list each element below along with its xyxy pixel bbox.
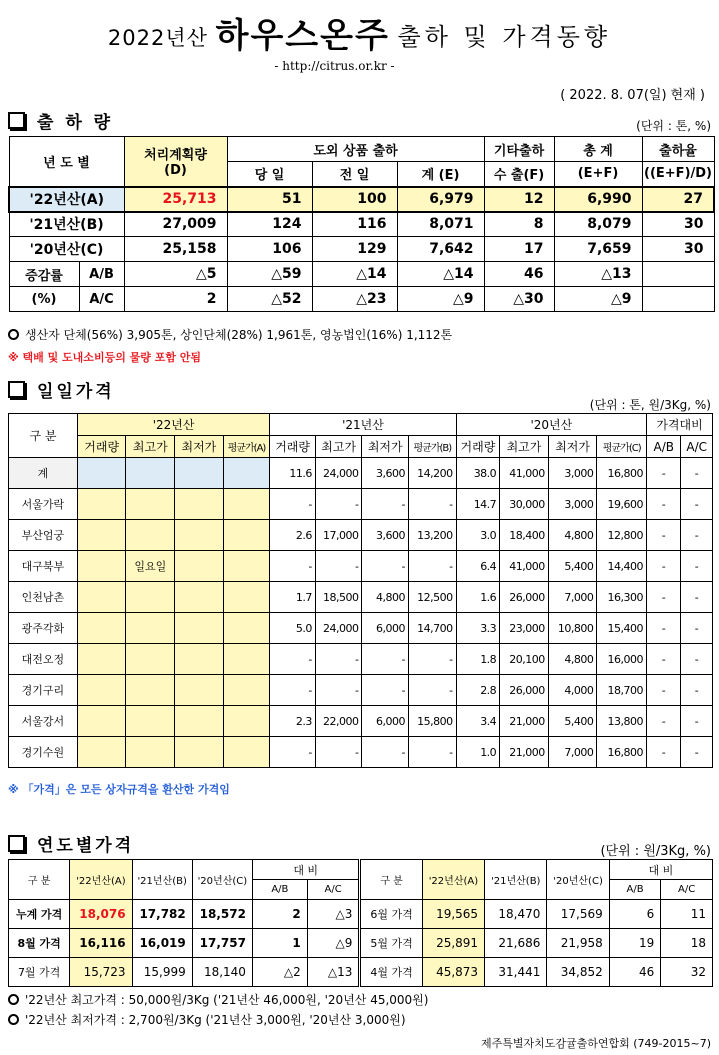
price-21-cell: - <box>270 675 316 706</box>
price-20-cell: 10,800 <box>548 613 597 644</box>
table-row <box>9 900 713 929</box>
price-22-cell <box>175 706 224 737</box>
price-20-cell: 34,852 <box>547 958 609 987</box>
ratio-ab-cell: - <box>647 737 681 768</box>
shipment-unit: (단위 : 톤, %) <box>636 119 711 133</box>
producer-breakdown-note: 생산자 단체(56%) 3,905톤, 상인단체(28%) 1,961톤, 영농법인(16%) 1,112톤 <box>8 326 452 343</box>
price-20-cell: 16,000 <box>597 644 647 675</box>
table-row <box>9 958 713 987</box>
price-21-cell: 4,800 <box>362 582 409 613</box>
table-row <box>9 644 713 675</box>
annual-section-heading: 연도별가격 <box>8 831 134 856</box>
price-21-cell: 6,000 <box>362 613 409 644</box>
price-21-cell: 16,019 <box>132 929 192 958</box>
market-name: 계 <box>9 458 78 489</box>
ratio-ab-cell: - <box>647 458 681 489</box>
ratio-ac-cell: △3 <box>307 900 360 929</box>
price-22-cell: 19,565 <box>422 900 484 929</box>
price-22-cell <box>175 582 224 613</box>
price-20-cell: 2.8 <box>456 675 500 706</box>
header-plan: 처리계획량 (D) <box>124 137 227 187</box>
market-name: 대구북부 <box>9 551 78 582</box>
header-prev-day: 전 일 <box>312 162 397 187</box>
table-row: '21년산(B) 27,009 124 116 8,071 8 8,079 30 <box>9 212 714 237</box>
price-21-cell: 17,000 <box>315 520 362 551</box>
price-21-cell: 2.3 <box>270 706 316 737</box>
site-url[interactable]: - http://citrus.or.kr - <box>274 59 395 73</box>
price-20-cell: 7,000 <box>548 582 597 613</box>
price-22-cell <box>77 675 126 706</box>
price-22-cell <box>126 644 175 675</box>
table-row: '20년산(C) 25,158 106 129 7,642 17 7,659 30 <box>9 237 714 262</box>
price-22-cell <box>175 675 224 706</box>
max-price-note: '22년산 최고가격 : 50,000원/3Kg ('21년산 46,000원, '20년산 45,000원) <box>8 991 428 1008</box>
price-20-cell: 16,800 <box>597 737 647 768</box>
price-22-cell <box>77 458 126 489</box>
price-22-cell <box>126 458 175 489</box>
header-22: '22년산 <box>77 414 269 436</box>
price-22-cell <box>223 458 270 489</box>
table-row <box>9 706 713 737</box>
price-22-cell <box>175 551 224 582</box>
ratio-ac-cell: 32 <box>661 958 713 987</box>
price-21-cell: - <box>409 737 457 768</box>
header-compare: 가격대비 <box>647 414 713 436</box>
price-21-cell: 31,441 <box>485 958 547 987</box>
price-20-cell: 6.4 <box>456 551 500 582</box>
ratio-ab-cell: 46 <box>609 958 661 987</box>
price-21-cell: - <box>362 675 409 706</box>
price-22-cell <box>175 644 224 675</box>
ratio-ac-cell: △9 <box>307 929 360 958</box>
header-other: 기타출하 <box>484 137 554 162</box>
price-20-cell: 14,400 <box>597 551 647 582</box>
price-21-cell: - <box>270 551 316 582</box>
price-21-cell: - <box>270 489 316 520</box>
price-20-cell: 4,800 <box>548 520 597 551</box>
market-name: 부산엄궁 <box>9 520 78 551</box>
ratio-ac-cell: - <box>681 675 713 706</box>
ratio-ab-cell: 19 <box>609 929 661 958</box>
period-label: 7월 가격 <box>9 958 70 987</box>
period-label: 8월 가격 <box>9 929 70 958</box>
market-name: 광주각화 <box>9 613 78 644</box>
ratio-ac-cell: - <box>681 458 713 489</box>
price-21-cell: 22,000 <box>315 706 362 737</box>
period-label: 5월 가격 <box>360 929 422 958</box>
period-label: 누계 가격 <box>9 900 70 929</box>
price-20-cell: 12,800 <box>597 520 647 551</box>
price-21-cell: - <box>270 737 316 768</box>
price-20-cell: 1.0 <box>456 737 500 768</box>
ratio-ac-cell: - <box>681 644 713 675</box>
period-label: 6월 가격 <box>360 900 422 929</box>
table-row <box>9 929 713 958</box>
header-rate: 출하율 <box>642 137 714 162</box>
ratio-ab-cell: - <box>647 613 681 644</box>
shipment-exclusion-note: ※ 택배 및 도내소비등의 물량 포함 안됨 <box>8 351 202 364</box>
price-20-cell: 21,958 <box>547 929 609 958</box>
ratio-ac-cell: - <box>681 551 713 582</box>
price-22-cell: 25,891 <box>422 929 484 958</box>
market-name: 인천남촌 <box>9 582 78 613</box>
price-21-cell: 2.6 <box>270 520 316 551</box>
circle-bullet-icon <box>8 329 19 340</box>
ratio-ac-cell: - <box>681 582 713 613</box>
ratio-ac-cell: - <box>681 613 713 644</box>
price-20-cell: 18,572 <box>192 900 252 929</box>
market-name: 서울가락 <box>9 489 78 520</box>
price-22-cell <box>126 520 175 551</box>
ratio-ab-cell: - <box>647 706 681 737</box>
min-price-note: '22년산 최저가격 : 2,700원/3Kg ('21년산 3,000원, '20년산 3,000원) <box>8 1011 406 1028</box>
header-year: 년 도 별 <box>9 137 124 187</box>
ratio-ab-cell: - <box>647 551 681 582</box>
price-21-cell: 15,999 <box>132 958 192 987</box>
price-22-cell <box>175 489 224 520</box>
price-21-cell: 17,782 <box>132 900 192 929</box>
footer-org: 제주특별자치도감귤출하연합회 (749-2015~7) <box>480 1037 711 1050</box>
table-row <box>9 489 713 520</box>
price-20-cell: 18,140 <box>192 958 252 987</box>
price-21-cell: - <box>315 551 362 582</box>
report-title <box>0 8 719 73</box>
price-20-cell: 3.0 <box>456 520 500 551</box>
ratio-ac-cell: △13 <box>307 958 360 987</box>
price-20-cell: 1.6 <box>456 582 500 613</box>
price-20-cell: 15,400 <box>597 613 647 644</box>
price-21-cell: - <box>362 551 409 582</box>
daily-price-table: 구 분 '22년산 '21년산 '20년산 가격대비 거래량 최고가 최저가 평균가(A) 거래량 최고가 최저가 평균가(B) 거래량 최고가 최저가 평균가(C) A/B A/C 계 11.6 24,000 3,600 14,200 38.0 41,000 3,000 16,800 - - 서울가락 - - - - 14.7 30,000 3,000 19,600 - - 부산엄궁 2.6 17,000 3,600 13,200 3.0 18,400 4,800 12,800 - - 대구북부 일요일 - - - - 6.4 41,000 5,400 14,400 - - 인천남촌 1.7 18,500 4,800 12,500 1.6 26,000 7,000 16,300 - - 광주각화 5.0 24,000 6,000 14,700 3.3 23,000 10,800 15,400 - - 대전오정 - - - - 1.8 20,100 4,800 16,000 - - 경기구리 - - - - 2.8 26,000 4,000 18,700 - - 서울강서 2.3 22,000 6,000 15,800 3.4 21,000 5,400 13,800 - - 경기수원 - - - - 1.0 21,000 7,000 16,800 - - <box>8 413 713 768</box>
header-grand: 총 계 <box>554 137 642 162</box>
price-22-cell <box>223 551 270 582</box>
price-21-cell: - <box>315 644 362 675</box>
price-20-cell: 26,000 <box>500 582 549 613</box>
annual-unit: (단위 : 원/3Kg, %) <box>600 844 711 859</box>
price-22-cell <box>175 458 224 489</box>
daily-section-heading: 일일가격 <box>8 377 115 402</box>
price-21-cell: 18,500 <box>315 582 362 613</box>
title-year: 2022년산 <box>107 26 208 50</box>
price-22-cell <box>77 613 126 644</box>
price-22-cell <box>77 582 126 613</box>
header-domestic: 도외 상품 출하 <box>227 137 484 162</box>
checkbox-square-icon <box>8 381 25 398</box>
price-20-cell: 4,800 <box>548 644 597 675</box>
ratio-ac-cell: 18 <box>661 929 713 958</box>
price-20-cell: 30,000 <box>500 489 549 520</box>
table-row <box>9 520 713 551</box>
price-21-cell: - <box>362 489 409 520</box>
price-21-cell: - <box>315 675 362 706</box>
table-row <box>9 613 713 644</box>
circle-bullet-icon <box>8 994 19 1005</box>
market-name: 대전오정 <box>9 644 78 675</box>
price-22-cell <box>223 644 270 675</box>
price-21-cell: - <box>270 644 316 675</box>
price-20-cell: 14.7 <box>456 489 500 520</box>
price-21-cell: 12,500 <box>409 582 457 613</box>
price-22-cell: 15,723 <box>70 958 132 987</box>
price-20-cell: 5,400 <box>548 706 597 737</box>
daily-unit: (단위 : 톤, 원/3Kg, %) <box>589 398 711 412</box>
price-22-cell: 18,076 <box>70 900 132 929</box>
table-row <box>9 582 713 613</box>
title-suffix: 출하 및 가격동향 <box>397 23 612 51</box>
header-rate-sub: ((E+F)/D) <box>642 162 714 187</box>
price-20-cell: 18,700 <box>597 675 647 706</box>
price-20-cell: 19,600 <box>597 489 647 520</box>
price-22-cell <box>126 675 175 706</box>
price-22-cell <box>223 737 270 768</box>
price-21-cell: 3,600 <box>362 458 409 489</box>
ratio-ab-cell: - <box>647 644 681 675</box>
price-20-cell: 7,000 <box>548 737 597 768</box>
price-20-cell: 5,400 <box>548 551 597 582</box>
header-20: '20년산 <box>456 414 646 436</box>
price-20-cell: 23,000 <box>500 613 549 644</box>
market-name: 경기구리 <box>9 675 78 706</box>
price-22-cell <box>175 737 224 768</box>
price-21-cell: 14,200 <box>409 458 457 489</box>
price-22-cell <box>223 489 270 520</box>
price-20-cell: 4,000 <box>548 675 597 706</box>
ratio-ab-cell: △2 <box>252 958 307 987</box>
price-22-cell <box>77 520 126 551</box>
price-20-cell: 38.0 <box>456 458 500 489</box>
price-21-cell: - <box>362 644 409 675</box>
price-22-cell <box>126 706 175 737</box>
price-22-cell <box>175 613 224 644</box>
annual-price-table: 구 분 '22년산(A) '21년산(B) '20년산(C) 대 비 구 분 '22년산(A) '21년산(B) '20년산(C) 대 비 A/B A/C A/B A/C 누계 가격 18,076 17,782 18,572 2 △3 6월 가격 19,565 18,470 17,569 6 11 8월 가격 16,116 16,019 17,757 1 △9 5월 가격 25,891 21,686 21,958 19 18 7월 가격 15,723 15,999 18,140 △2 △13 4월 가격 45,873 31,441 34,852 46 32 <box>8 859 713 987</box>
ratio-ab-cell: - <box>647 520 681 551</box>
price-22-cell <box>223 706 270 737</box>
price-21-cell: - <box>315 737 362 768</box>
price-22-cell <box>77 489 126 520</box>
table-row: (%) A/C 2 △52 △23 △9 △30 △9 <box>9 287 714 312</box>
ratio-ac-cell: - <box>681 520 713 551</box>
price-22-cell: 45,873 <box>422 958 484 987</box>
table-row <box>9 458 713 489</box>
price-21-cell: 14,700 <box>409 613 457 644</box>
price-21-cell: - <box>409 644 457 675</box>
checkbox-square-icon <box>8 835 25 852</box>
price-21-cell: 21,686 <box>485 929 547 958</box>
price-22-cell <box>77 706 126 737</box>
price-22-cell <box>175 520 224 551</box>
price-20-cell: 41,000 <box>500 458 549 489</box>
checkbox-square-icon <box>8 112 25 129</box>
price-21-cell: 15,800 <box>409 706 457 737</box>
price-20-cell: 17,757 <box>192 929 252 958</box>
ratio-ab-cell: - <box>647 489 681 520</box>
price-22-cell <box>77 551 126 582</box>
price-21-cell: 1.7 <box>270 582 316 613</box>
col-group-label: 구 분 <box>9 414 78 458</box>
price-21-cell: 6,000 <box>362 706 409 737</box>
market-name: 경기수원 <box>9 737 78 768</box>
ratio-ab-cell: - <box>647 675 681 706</box>
price-22-cell <box>126 613 175 644</box>
price-22-cell: 16,116 <box>70 929 132 958</box>
price-20-cell: 21,000 <box>500 737 549 768</box>
price-21-cell: 5.0 <box>270 613 316 644</box>
header-grand-sub: (E+F) <box>554 162 642 187</box>
as-of-date: ( 2022. 8. 07(일) 현재 ) <box>560 88 705 103</box>
price-20-cell: 16,800 <box>597 458 647 489</box>
title-brand: 하우스온주 <box>215 16 390 56</box>
shipment-section-heading: 출 하 량 <box>8 108 113 133</box>
price-22-cell <box>126 582 175 613</box>
ratio-ac-cell: - <box>681 706 713 737</box>
price-22-cell <box>223 520 270 551</box>
period-label: 4월 가격 <box>360 958 422 987</box>
ratio-ac-cell: - <box>681 489 713 520</box>
price-22-cell <box>77 737 126 768</box>
price-22-cell <box>77 644 126 675</box>
price-21-cell: 11.6 <box>270 458 316 489</box>
header-21: '21년산 <box>270 414 456 436</box>
price-20-cell: 1.8 <box>456 644 500 675</box>
price-20-cell: 18,400 <box>500 520 549 551</box>
price-22-cell <box>223 675 270 706</box>
circle-bullet-icon <box>8 1014 19 1025</box>
price-20-cell: 17,569 <box>547 900 609 929</box>
price-20-cell: 3,000 <box>548 458 597 489</box>
header-today: 당 일 <box>227 162 312 187</box>
header-export: 수 출(F) <box>484 162 554 187</box>
price-22-cell <box>223 613 270 644</box>
ratio-ab-cell: 2 <box>252 900 307 929</box>
price-21-cell: - <box>315 489 362 520</box>
table-row <box>9 737 713 768</box>
table-row <box>9 675 713 706</box>
price-21-cell: 24,000 <box>315 613 362 644</box>
header-total: 계 (E) <box>397 162 484 187</box>
market-name: 서울강서 <box>9 706 78 737</box>
table-row: 증감률 A/B △5 △59 △14 △14 46 △13 <box>9 262 714 287</box>
price-22-cell <box>223 582 270 613</box>
shipment-table <box>8 136 715 312</box>
price-21-cell: - <box>409 675 457 706</box>
price-20-cell: 41,000 <box>500 551 549 582</box>
price-20-cell: 3.4 <box>456 706 500 737</box>
price-21-cell: 18,470 <box>485 900 547 929</box>
price-21-cell: - <box>362 737 409 768</box>
price-21-cell: 13,200 <box>409 520 457 551</box>
price-20-cell: 26,000 <box>500 675 549 706</box>
ratio-ac-cell: 11 <box>661 900 713 929</box>
price-22-cell <box>126 489 175 520</box>
price-20-cell: 20,100 <box>500 644 549 675</box>
price-conversion-note: ※ 「가격」은 모든 상자규격을 환산한 가격임 <box>8 783 230 796</box>
price-20-cell: 3,000 <box>548 489 597 520</box>
price-21-cell: 24,000 <box>315 458 362 489</box>
price-21-cell: 3,600 <box>362 520 409 551</box>
price-21-cell: - <box>409 551 457 582</box>
price-22-cell: 일요일 <box>126 551 175 582</box>
ratio-ac-cell: - <box>681 737 713 768</box>
ratio-ab-cell: - <box>647 582 681 613</box>
price-20-cell: 3.3 <box>456 613 500 644</box>
price-21-cell: - <box>409 489 457 520</box>
price-22-cell <box>126 737 175 768</box>
price-20-cell: 16,300 <box>597 582 647 613</box>
table-row <box>9 551 713 582</box>
table-row: '22년산(A) 25,713 51 100 6,979 12 6,990 27 <box>9 187 714 212</box>
price-20-cell: 21,000 <box>500 706 549 737</box>
ratio-ab-cell: 1 <box>252 929 307 958</box>
price-20-cell: 13,800 <box>597 706 647 737</box>
ratio-ab-cell: 6 <box>609 900 661 929</box>
